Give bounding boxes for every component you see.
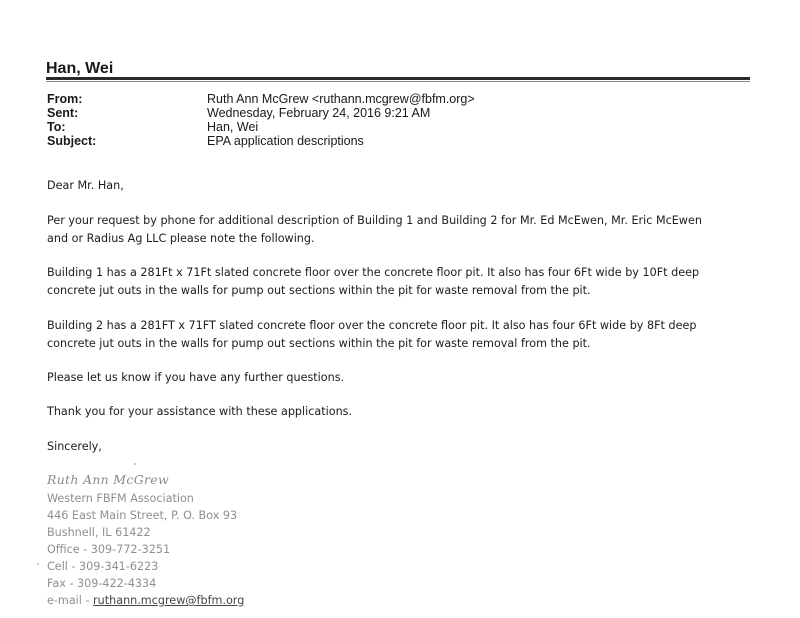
scan-speck: [37, 563, 39, 565]
sent-value: Wednesday, February 24, 2016 9:21 AM: [207, 106, 431, 120]
to-value: Han, Wei: [207, 120, 259, 134]
sender-heading: Han, Wei: [46, 60, 114, 77]
paragraph-questions: Please let us know if you have any further questions.: [47, 371, 345, 384]
paragraph-line: and or Radius Ag LLC please note the following.: [47, 232, 315, 245]
from-value: Ruth Ann McGrew <ruthann.mcgrew@fbfm.org>: [207, 92, 475, 106]
signature-city: Bushnell, IL 61422: [47, 526, 151, 539]
signature-address: 446 East Main Street, P. O. Box 93: [47, 509, 238, 522]
signature-email-label: e-mail -: [47, 594, 94, 607]
paragraph-line: concrete jut outs in the walls for pump out sections within the pit for waste removal from the pit.: [47, 337, 591, 350]
signature-email-link[interactable]: ruthann.mcgrew@fbfm.org: [93, 594, 245, 607]
from-label: From:: [47, 92, 83, 106]
paragraph-request: [47, 212, 757, 248]
scan-speck: [134, 463, 136, 465]
paragraph-line: Per your request by phone for additional description of Building 1 and Building 2 for Mr. Ed McEwen, Mr. Eric McEwen: [47, 214, 702, 227]
sent-label: Sent:: [47, 106, 79, 120]
paragraph-line: Building 2 has a 281FT x 71FT slated concrete floor over the concrete floor pit. It also has four 6Ft wide by 8Ft deep: [47, 319, 697, 332]
header-divider-thin: [46, 81, 750, 82]
signature-organization: Western FBFM Association: [47, 492, 194, 505]
signature-office-phone: Office - 309-772-3251: [47, 543, 171, 556]
closing: Sincerely,: [47, 440, 102, 453]
subject-value: EPA application descriptions: [207, 134, 364, 148]
subject-label: Subject:: [47, 134, 97, 148]
paragraph-line: concrete jut outs in the walls for pump out sections within the pit for waste removal from the pit.: [47, 284, 591, 297]
paragraph-thanks: Thank you for your assistance with these applications.: [47, 405, 353, 418]
to-label: To:: [47, 120, 66, 134]
paragraph-line: Building 1 has a 281Ft x 71Ft slated concrete floor over the concrete floor pit. It also has four 6Ft wide by 10Ft deep: [47, 266, 700, 279]
header-divider: [46, 77, 750, 80]
signature-fax: Fax - 309-422-4334: [47, 577, 157, 590]
signature-name: Ruth Ann McGrew: [47, 472, 169, 487]
signature-email-row: [47, 592, 244, 609]
greeting: Dear Mr. Han,: [47, 179, 124, 192]
paragraph-building-1: [47, 264, 757, 300]
paragraph-building-2: [47, 317, 757, 353]
signature-cell-phone: Cell - 309-341-6223: [47, 560, 159, 573]
